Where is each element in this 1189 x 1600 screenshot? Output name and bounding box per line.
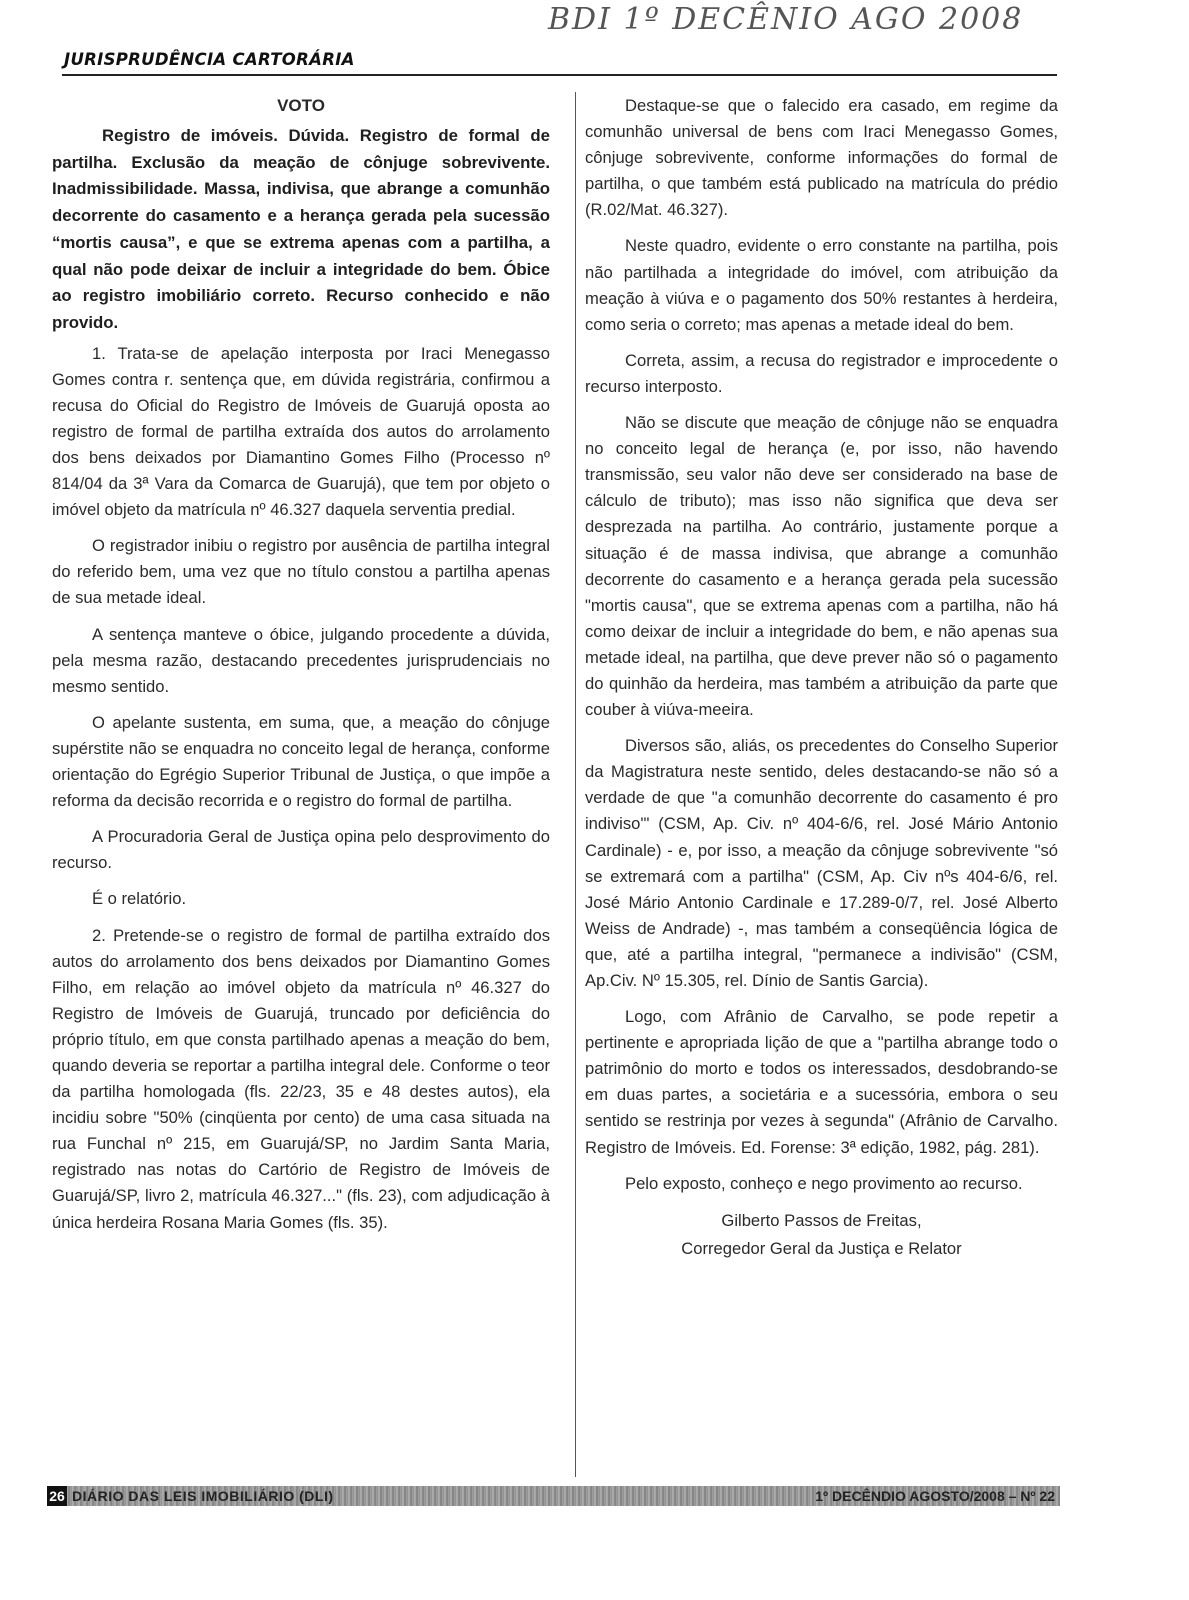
section-title: JURISPRUDÊNCIA CARTORÁRIA xyxy=(64,50,355,69)
paragraph: A Procuradoria Geral de Justiça opina pelo desprovimento do recurso. xyxy=(52,827,550,873)
paragraph: Logo, com Afrânio de Carvalho, se pode repetir a pertinente e apropriada lição de que a "partilha abrange todo o patrimônio do morto e todos os interessados, desdobrando-se em duas partes, a societária e a sucessória, embora o seu sentido se restrinja por vezes à segunda" (Afrânio de Carvalho. Registro de Imóveis. Ed. Forense: 3ª edição, 1982, pág. 281). xyxy=(585,1007,1058,1157)
paragraph: É o relatório. xyxy=(92,889,187,909)
header-rule xyxy=(62,74,1057,76)
ementa: Registro de imóveis. Dúvida. Registro de formal de partilha. Exclusão da meação de cônjuge sobrevivente. Inadmissibilidade. Massa, indivisa, que abrange a comunhão decorrente do casamento e a herança gerada pela sucessão “mortis causa”, e que se extrema apenas com a partilha, a qual não pode deixar de incluir a integridade do bem. Óbice ao registro imobiliário correto. Recurso conhecido e não provido. xyxy=(52,126,550,332)
column-divider xyxy=(575,92,576,1477)
paragraph: O apelante sustenta, em suma, que, a meação do cônjuge supérstite não se enquadra no conceito legal de herança, conforme orientação do Egrégio Superior Tribunal de Justiça, o que impõe a reforma da decisão recorrida e o registro do formal de partilha. xyxy=(52,712,550,811)
voto-title: VOTO xyxy=(277,96,325,115)
handwritten-annotation: BDI 1º DECÊNIO AGO 2008 xyxy=(548,2,1024,37)
paragraph: Correta, assim, a recusa do registrador e improcedente o recurso interposto. xyxy=(585,350,1058,396)
paragraph: Neste quadro, evidente o erro constante na partilha, pois não partilhada a integridade do imóvel, com atribuição da meação à viúva e o pagamento dos 50% restantes à herdeira, como seria o correto; mas apenas a metade ideal do bem. xyxy=(585,236,1058,334)
paragraph: O registrador inibiu o registro por ausência de partilha integral do referido bem, uma vez que no título constou a partilha apenas de sua metade ideal. xyxy=(52,536,550,608)
paragraph: 2. Pretende-se o registro de formal de partilha extraído dos autos do arrolamento dos bens deixados por Diamantino Gomes Filho, em relação ao imóvel objeto da matrícula nº 46.327 do Registro de Imóveis de Guarujá, truncado por deficiência do próprio título, em que consta partilhado apenas a meação do bem, quando deveria se reportar a partilha integral dele. Conforme o teor da partilha homologada (fls. 22/23, 35 e 48 destes autos), ela incidiu sobre "50% (cinqüenta por cento) de uma casa situada na rua Funchal nº 215, em Guarujá/SP, no Jardim Santa Maria, registrado nas notas do Cartório de Registro de Imóveis de Guarujá/SP, livro 2, matrícula 46.327..." (fls. 23), com adjudicação à única herdeira Rosana Maria Gomes (fls. 35). xyxy=(52,925,550,1232)
publication-name: DIÁRIO DAS LEIS IMOBILIÁRIO (DLI) xyxy=(72,1488,334,1504)
left-column xyxy=(52,93,550,1246)
right-column xyxy=(585,93,1058,1263)
paragraph: Destaque-se que o falecido era casado, em regime da comunhão universal de bens com Iraci Menegasso Gomes, cônjuge sobrevivente, conforme informações do formal de partilha, o que também está publicado na matrícula do prédio (R.02/Mat. 46.327). xyxy=(585,96,1058,220)
paragraph: 1. Trata-se de apelação interposta por Iraci Menegasso Gomes contra r. sentença que, em dúvida registrária, confirmou a recusa do Oficial do Registro de Imóveis de Guarujá oposta ao registro de formal de partilha extraída dos autos do arrolamento dos bens deixados por Diamantino Gomes Filho (Processo nº 814/04 da 3ª Vara da Comarca de Guarujá), que tem por objeto o imóvel objeto da matrícula nº 46.327 daquela serventia predial. xyxy=(52,343,550,520)
page-number: 26 xyxy=(47,1486,67,1506)
paragraph: Diversos são, aliás, os precedentes do Conselho Superior da Magistratura neste sentido, deles destacando-se não só a verdade de que "a comunhão decorrente do casamento é pro indiviso'" (CSM, Ap. Civ. nº 404-6/6, rel. José Mário Antonio Cardinale) - e, por isso, a meação da cônjuge sobrevivente "só se extremará com a partilha" (CSM, Ap. Civ nºs 404-6/6, rel. José Mário Antonio Cardinale e 17.289-0/7, rel. José Alberto Weiss de Andrade) -, mas também a conseqüência lógica de que, até a partilha integral, "permanece a indivisão" (CSM, Ap.Civ. Nº 15.305, rel. Dínio de Santis Garcia). xyxy=(585,736,1058,990)
paragraph: A sentença manteve o óbice, julgando procedente a dúvida, pela mesma razão, destacando precedentes jurisprudenciais no mesmo sentido. xyxy=(52,624,550,696)
signature-role: Corregedor Geral da Justiça e Relator xyxy=(681,1238,962,1258)
edition-label: 1º DECÊNDIO AGOSTO/2008 – Nº 22 xyxy=(815,1488,1055,1504)
signature-name: Gilberto Passos de Freitas, xyxy=(721,1210,922,1230)
paragraph: Pelo exposto, conheço e nego provimento ao recurso. xyxy=(625,1173,1023,1193)
paragraph: Não se discute que meação de cônjuge não se enquadra no conceito legal de herança (e, por isso, não havendo transmissão, seu valor não deve ser considerado na base de cálculo de tributo); mas isso não significa que deva ser desprezada na partilha. Ao contrário, justamente porque a situação é de massa indivisa, que abrange a comunhão decorrente do casamento e a herança gerada pela sucessão "mortis causa", que se extrema apenas com a partilha, não há como deixar de incluir a integridade do bem, e não apenas sua metade ideal, na partilha, que deve prever não só o pagamento do quinhão da herdeira, mas também a atribuição da parte que couber à viúva-meeira. xyxy=(585,413,1058,720)
